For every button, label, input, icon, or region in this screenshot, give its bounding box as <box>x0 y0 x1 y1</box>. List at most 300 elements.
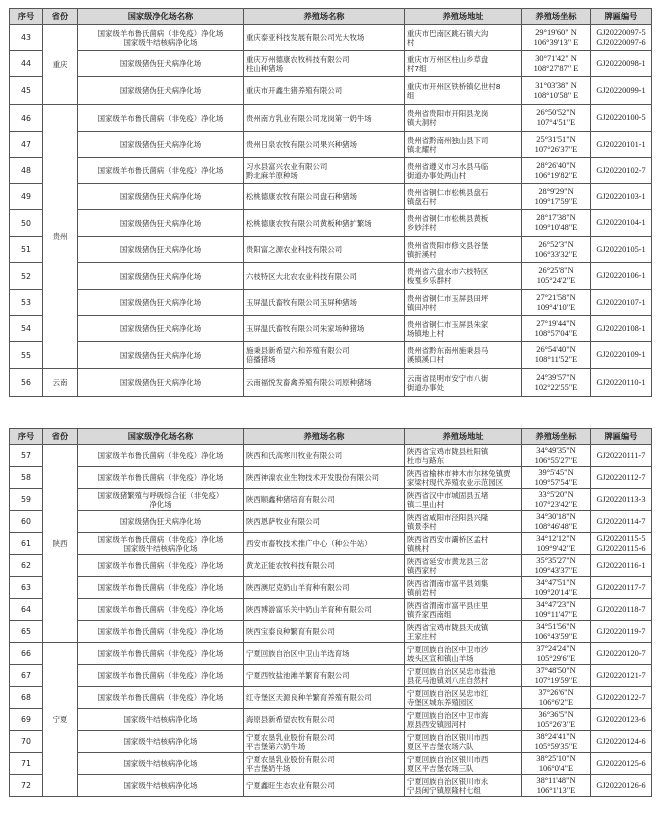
farm-coordinates-cell <box>522 51 591 77</box>
coordinate-line: 25°31'51"N <box>536 134 576 144</box>
farm-name-line: 柱山种猪场 <box>246 63 283 73</box>
row-number: 67 <box>10 665 43 687</box>
farm-name-cell <box>244 105 405 132</box>
station-name-cell <box>78 555 244 577</box>
station-name-cell <box>78 237 244 263</box>
farm-name-line: 陕西宝泰良种繁育有限公司 <box>246 627 335 636</box>
farm-address-line: 陕西省汉中市城固县五堵 <box>407 490 489 500</box>
farm-address-cell <box>405 467 522 489</box>
farm-name-cell <box>244 775 405 797</box>
farm-address-line: 组 <box>407 90 415 100</box>
farm-name-line: 宁夏农垦乳业股份有限公司 <box>246 732 335 742</box>
row-number: 58 <box>10 467 43 489</box>
table-row <box>10 533 652 555</box>
plaque-code-cell <box>591 511 652 533</box>
station-name-cell <box>78 158 244 184</box>
station-name-cell <box>78 709 244 731</box>
farm-name-cell <box>244 25 405 51</box>
farm-coordinates-cell <box>522 445 591 467</box>
farm-address-line: 贵州省铜仁市玉屏县田坪 <box>407 293 489 303</box>
farm-address-line: 坡头区宣和镇山羊场 <box>407 653 474 663</box>
table-row <box>10 753 652 775</box>
coordinate-line: 26°25'8"N <box>538 266 574 276</box>
plaque-code-cell <box>591 489 652 511</box>
coordinate-line: 28°9'29"N <box>538 186 574 196</box>
coordinate-line: 106°39'13" E <box>533 37 579 47</box>
farm-address-line: 村7组 <box>407 63 427 73</box>
coordinate-line: 106°1'13"E <box>536 785 576 795</box>
province-cell: 云南 <box>43 369 78 397</box>
station-name-line: 国家级猪伪狂犬病净化场 <box>119 324 202 333</box>
coordinate-line: 105°26'3"E <box>536 719 576 729</box>
coordinate-line: 31°03'38" N <box>535 80 577 90</box>
table-row <box>10 77 652 105</box>
plaque-code-line: GJ20220121-7 <box>596 670 646 680</box>
plaque-code-cell <box>591 555 652 577</box>
station-name-line: 国家级猪伪狂犬病净化场 <box>119 86 202 95</box>
coordinate-line: 106°6'2"E <box>538 697 574 707</box>
plaque-code-line: GJ20220117-7 <box>596 582 646 592</box>
farm-coordinates-cell <box>522 621 591 643</box>
coordinate-line: 107°26'37"E <box>534 144 578 154</box>
row-number: 52 <box>10 263 43 290</box>
row-number: 56 <box>10 369 43 397</box>
coordinate-line: 34°30'18"N <box>536 511 576 521</box>
table-row <box>10 687 652 709</box>
farm-name-cell <box>244 316 405 342</box>
farm-name-cell <box>244 445 405 467</box>
row-number: 70 <box>10 731 43 753</box>
station-name-line: 国家级羊布鲁氏菌病（非免疫）净化场 <box>97 671 224 680</box>
farm-name-line: 倍播猪场 <box>246 355 276 364</box>
plaque-code-line: GJ20220107-1 <box>596 297 646 307</box>
farm-name-line: 习水县富兴农业有限公司 <box>246 161 328 171</box>
station-name-cell <box>78 342 244 369</box>
plaque-code-line: GJ20220101-1 <box>596 139 646 149</box>
farm-address-line: 陕西省榆林市神木市尔林兔镇贾 <box>407 468 511 478</box>
farm-address-line: 陕西省咸阳市泾阳县兴隆 <box>407 512 489 522</box>
table-row <box>10 105 652 132</box>
row-number: 65 <box>10 621 43 643</box>
farm-address-cell <box>405 316 522 342</box>
coordinate-line: 26°52'3"N <box>538 239 574 249</box>
station-name-line: 国家级猪伪狂犬病净化场 <box>119 192 202 201</box>
farm-name-cell <box>244 158 405 184</box>
table-row <box>10 621 652 643</box>
farm-coordinates-cell <box>522 511 591 533</box>
coordinate-line: 37°24'24"N <box>536 643 576 653</box>
coordinate-line: 27°19'44"N <box>536 318 576 328</box>
row-number: 71 <box>10 753 43 775</box>
coordinate-line: 109°43'37"E <box>534 565 578 575</box>
coordinate-line: 27°21'58"N <box>536 292 576 302</box>
farm-name-line: 陕西神湶农业生物技术开发股份有限公司 <box>246 473 380 482</box>
farm-name-line: 云南福悦发畜禽养殖有限公司原种猪场 <box>246 378 372 387</box>
plaque-code-line: GJ20220112-7 <box>596 472 646 482</box>
farm-address-line: 王家庄村 <box>407 631 437 641</box>
farm-address-line: 镇折溪村 <box>407 249 437 259</box>
station-name-line: 国家级猪伪狂犬病净化场 <box>119 517 202 526</box>
plaque-code-line: GJ20220116-1 <box>596 560 646 570</box>
coordinate-line: 33°5'20"N <box>538 489 574 499</box>
farm-name-cell <box>244 263 405 290</box>
coordinate-line: 106°0'4"E <box>538 763 574 773</box>
farm-address-line: 县花马池镇刘八庄自然村 <box>407 675 489 685</box>
farm-address-line: 陕西省宝鸡市陇县杜阳镇 <box>407 446 489 456</box>
plaque-code-cell <box>591 290 652 316</box>
farm-name-cell <box>244 577 405 599</box>
farm-address-line: 梭戛乡乐群村 <box>407 276 452 285</box>
row-number: 46 <box>10 105 43 132</box>
farm-coordinates-cell <box>522 555 591 577</box>
station-name-cell <box>78 445 244 467</box>
station-name-cell <box>78 51 244 77</box>
plaque-code-line: GJ20220123-6 <box>596 714 646 724</box>
plaque-code-cell <box>591 105 652 132</box>
farm-address-line: 宁夏回族自治区吴忠市红 <box>407 688 489 698</box>
farm-coordinates-cell <box>522 369 591 397</box>
table-row <box>10 731 652 753</box>
farm-coordinates-cell <box>522 77 591 105</box>
farm-coordinates-cell <box>522 342 591 369</box>
coordinate-line: 105°59'35"E <box>534 741 578 751</box>
farm-address-line: 镇前岩村 <box>407 587 437 597</box>
header-farm-coordinates: 养殖场坐标 <box>522 429 591 445</box>
farm-address-cell <box>405 643 522 665</box>
row-number: 48 <box>10 158 43 184</box>
coordinate-line: 26°54'40"N <box>536 345 576 355</box>
station-name-line: 国家级羊布鲁氏菌病（非免疫）净化场 <box>97 473 224 482</box>
plaque-code-line: GJ20220114-7 <box>596 516 646 526</box>
farm-name-line: 平吉堡奶牛场 <box>246 763 291 773</box>
plaque-code-cell <box>591 533 652 555</box>
province-cell: 陕西 <box>43 445 78 643</box>
row-number: 66 <box>10 643 43 665</box>
coordinate-line: 109°11'47"E <box>534 609 578 619</box>
station-name-line: 国家级羊布鲁氏菌病（非免疫）净化场 <box>97 451 224 460</box>
table-row <box>10 25 652 51</box>
row-number: 62 <box>10 555 43 577</box>
table-row <box>10 316 652 342</box>
farm-coordinates-cell <box>522 643 591 665</box>
station-name-line: 国家级猪伪狂犬病净化场 <box>119 59 202 68</box>
farm-name-line: 宁夏回族自治区中卫山羊选育场 <box>246 649 350 658</box>
farm-address-line: 场镇地上村 <box>407 328 444 338</box>
station-name-line: 国家级牛结核病净化场 <box>123 781 198 790</box>
row-number: 54 <box>10 316 43 342</box>
farm-address-line: 宁县闽宁镇原隆村七组 <box>407 785 481 795</box>
station-name-line: 净化场 <box>149 499 172 509</box>
coordinate-line: 24°39'57"N <box>536 372 576 382</box>
farm-address-line: 陕西省宝鸡市陇县天成镇 <box>407 622 489 632</box>
coordinate-line: 106°19'82"E <box>534 170 578 180</box>
farm-name-line: 贵州日泉农牧有限公司果兴种猪场 <box>246 140 357 149</box>
plaque-code-line: GJ20220122-7 <box>596 692 646 702</box>
farm-address-cell <box>405 184 522 210</box>
coordinate-line: 105°24'2"E <box>536 276 576 285</box>
plaque-code-cell <box>591 775 652 797</box>
coordinate-line: 29°19'60" N <box>535 27 577 37</box>
coordinate-line: 106°33'32"E <box>534 249 578 259</box>
farm-address-line: 杜市与路东 <box>407 455 444 465</box>
station-name-cell <box>78 687 244 709</box>
row-number: 53 <box>10 290 43 316</box>
farm-address-line: 镇景李村 <box>407 521 437 531</box>
coordinate-line: 38°25'10"N <box>536 753 576 763</box>
row-number: 47 <box>10 132 43 158</box>
header-row <box>10 9 652 25</box>
farm-address-cell <box>405 599 522 621</box>
farm-address-cell <box>405 489 522 511</box>
farm-address-line: 陕西省延安市黄龙县三岔 <box>407 556 489 566</box>
farm-name-cell <box>244 369 405 397</box>
plaque-code-line: GJ20220097-6 <box>596 37 646 47</box>
header-province: 省份 <box>43 429 78 445</box>
coordinate-line: 37°48'50"N <box>536 665 576 675</box>
farm-address-cell <box>405 511 522 533</box>
farm-coordinates-cell <box>522 105 591 132</box>
farm-name-cell <box>244 555 405 577</box>
farm-name-line: 平吉堡第六奶牛场 <box>246 741 306 751</box>
station-name-line: 国家级猪伪狂犬病净化场 <box>119 271 202 281</box>
farm-address-cell <box>405 263 522 290</box>
header-index: 序号 <box>10 9 43 25</box>
farm-coordinates-cell <box>522 665 591 687</box>
farm-address-line: 宁夏回族自治区中卫市沙 <box>407 644 489 654</box>
station-name-cell <box>78 643 244 665</box>
row-number: 44 <box>10 51 43 77</box>
farm-address-line: 贵州省黔东南州施秉县马 <box>407 346 489 355</box>
plaque-code-line: GJ20220124-6 <box>596 736 646 746</box>
table-row <box>10 599 652 621</box>
plaque-code-line: GJ20220126-6 <box>596 780 646 790</box>
station-name-line: 国家级羊布鲁氏菌病（非免疫）净化场 <box>97 166 224 175</box>
plaque-code-line: GJ20220115-6 <box>596 543 646 553</box>
header-plaque-code: 牌匾编号 <box>591 9 652 25</box>
station-name-cell <box>78 467 244 489</box>
coordinate-line: 106°55'27"E <box>534 455 578 465</box>
station-name-cell <box>78 577 244 599</box>
farm-address-line: 镇二里山村 <box>407 499 444 509</box>
farm-name-line: 重庆泰亚科技发展有限公司光大牧场 <box>246 33 365 42</box>
table-row <box>10 237 652 263</box>
farm-name-line: 宁夏鑫旺生态农业有限公司 <box>246 781 335 790</box>
farm-name-line: 重庆市开鑫生猪养殖有限公司 <box>246 86 343 95</box>
station-name-cell <box>78 753 244 775</box>
station-name-line: 国家级猪伪狂犬病净化场 <box>119 245 202 254</box>
farm-name-cell <box>244 237 405 263</box>
station-name-cell <box>78 184 244 210</box>
farm-coordinates-cell <box>522 533 591 555</box>
station-name-line: 国家级羊布鲁氏菌病（非免疫）净化场 <box>97 693 224 702</box>
coordinate-line: 108°11'52"E <box>534 355 578 364</box>
station-name-cell <box>78 599 244 621</box>
station-name-line: 国家级猪伪狂犬病净化场 <box>119 140 202 149</box>
farm-name-cell <box>244 599 405 621</box>
farm-address-line: 贵州省贵阳市修文县谷堡 <box>407 240 489 250</box>
farm-coordinates-cell <box>522 25 591 51</box>
plaque-code-line: GJ20220102-7 <box>596 165 646 175</box>
farm-address-cell <box>405 369 522 397</box>
table-row <box>10 263 652 290</box>
station-name-cell <box>78 132 244 158</box>
farm-name-line: 松桃德康农牧有限公司黄板种猪扩繁场 <box>246 218 372 228</box>
coordinate-line: 38°11'48"N <box>536 775 576 785</box>
table-row <box>10 132 652 158</box>
plaque-code-cell <box>591 25 652 51</box>
coordinate-line: 34°47'51"N <box>536 577 576 587</box>
farm-address-line: 街道办事处 <box>407 382 444 392</box>
table-row <box>10 775 652 797</box>
farm-address-line: 重庆市巴南区跳石镇大沟 <box>407 28 489 38</box>
farm-address-cell <box>405 51 522 77</box>
plaque-code-cell <box>591 316 652 342</box>
farm-name-cell <box>244 709 405 731</box>
farm-name-line: 贵州南方乳业有限公司龙岗第一奶牛场 <box>246 113 372 123</box>
station-name-cell <box>78 25 244 51</box>
farm-name-cell <box>244 77 405 105</box>
coordinate-line: 34°51'56"N <box>536 621 576 631</box>
plaque-code-cell <box>591 709 652 731</box>
farm-name-line: 玉屏温氏畜牧有限公司朱家场种猪场 <box>246 324 365 333</box>
table-row <box>10 555 652 577</box>
station-name-cell <box>78 621 244 643</box>
coordinate-line: 30°71'42" N <box>535 53 577 63</box>
plaque-code-cell <box>591 577 652 599</box>
farm-name-line: 西安市畜牧技术推广中心（种公牛站） <box>246 539 372 548</box>
station-name-cell <box>78 77 244 105</box>
farm-address-line: 宁夏回族自治区银川市永 <box>407 776 489 786</box>
plaque-code-line: GJ20220108-1 <box>596 323 646 333</box>
plaque-code-line: GJ20220109-1 <box>596 350 646 360</box>
plaque-code-cell <box>591 51 652 77</box>
farm-name-cell <box>244 489 405 511</box>
coordinate-line: 108°57'04"E <box>534 328 578 338</box>
farm-address-line: 原县西安镇园河村 <box>407 719 467 729</box>
row-number: 69 <box>10 709 43 731</box>
farm-address-cell <box>405 77 522 105</box>
farm-name-line: 六枝特区大北农农业科技有限公司 <box>246 271 357 281</box>
station-name-line: 国家级羊布鲁氏菌病（非免疫）净化场 <box>97 28 224 38</box>
farm-name-cell <box>244 621 405 643</box>
plaque-code-cell <box>591 263 652 290</box>
header-farm-address: 养殖场地址 <box>405 9 522 25</box>
farm-name-line: 贵阳富之源农业科技有限公司 <box>246 245 343 254</box>
farm-address-line: 街道办事处两山村 <box>407 170 467 180</box>
farm-name-line: 重庆万州德康农牧科技有限公司 <box>246 54 350 64</box>
purification-table-part-1 <box>9 8 652 397</box>
farm-name-line: 宁夏西牧盐池滩羊繁育有限公司 <box>246 671 350 680</box>
row-number: 43 <box>10 25 43 51</box>
farm-address-line: 夏区平吉堡农场三队 <box>407 763 474 773</box>
farm-address-cell <box>405 577 522 599</box>
farm-address-line: 镇乔家西南组 <box>407 609 452 619</box>
farm-name-line: 陕西顺鑫种猪培育有限公司 <box>246 495 335 504</box>
farm-name-line: 红寺堡区天源良种羊繁育养殖有限公司 <box>246 693 372 702</box>
farm-address-line: 宁夏回族自治区吴忠市盐池 <box>407 666 496 676</box>
station-name-cell <box>78 210 244 237</box>
coordinate-line: 107°23'42"E <box>534 499 578 509</box>
station-name-cell <box>78 263 244 290</box>
plaque-code-line: GJ20220105-1 <box>596 244 646 254</box>
plaque-code-cell <box>591 753 652 775</box>
table-row <box>10 665 652 687</box>
farm-name-cell <box>244 687 405 709</box>
station-name-line: 国家级牛结核病净化场 <box>123 759 198 768</box>
farm-name-line: 松桃德康农牧有限公司盘石种猪场 <box>246 192 357 201</box>
farm-address-line: 乡妙泮村 <box>407 223 437 232</box>
station-name-line: 国家级猪伪狂犬病净化场 <box>119 218 202 228</box>
table-row <box>10 489 652 511</box>
table-row <box>10 577 652 599</box>
coordinate-line: 109°20'14"E <box>534 587 578 597</box>
farm-name-line: 陕西澳尼克奶山羊育种有限公司 <box>246 583 350 592</box>
coordinate-line: 109°4'10"E <box>536 302 576 312</box>
farm-address-cell <box>405 158 522 184</box>
plaque-code-cell <box>591 184 652 210</box>
row-number: 68 <box>10 687 43 709</box>
row-number: 45 <box>10 77 43 105</box>
farm-address-line: 宁夏回族自治区中卫市海 <box>407 710 489 720</box>
farm-name-line: 陕西和氏高寒川牧业有限公司 <box>246 451 343 460</box>
farm-coordinates-cell <box>522 775 591 797</box>
header-farm-name: 养殖场名称 <box>244 429 405 445</box>
coordinate-line: 107°4'51"E <box>536 118 576 127</box>
plaque-code-line: GJ20220097-5 <box>596 27 646 37</box>
plaque-code-line: GJ20220113-3 <box>596 494 646 504</box>
farm-name-line: 黄龙正能农牧科技有限公司 <box>246 561 335 570</box>
row-number: 63 <box>10 577 43 599</box>
coordinate-line: 109°57'54"E <box>534 477 578 487</box>
plaque-code-line: GJ20220120-7 <box>596 648 646 658</box>
plaque-code-cell <box>591 77 652 105</box>
plaque-code-cell <box>591 237 652 263</box>
table-row <box>10 369 652 397</box>
farm-coordinates-cell <box>522 709 591 731</box>
header-station-name: 国家级净化场名称 <box>78 9 244 25</box>
plaque-code-cell <box>591 467 652 489</box>
header-farm-address: 养殖场地址 <box>405 429 522 445</box>
table-row <box>10 210 652 237</box>
farm-address-line: 贵州省黔南州独山县下司 <box>407 135 489 145</box>
farm-address-line: 陕西省渭南市富平县庄里 <box>407 600 489 610</box>
station-name-line: 国家级羊布鲁氏菌病（非免疫）净化场 <box>97 583 224 592</box>
province-cell: 贵州 <box>43 105 78 369</box>
farm-coordinates-cell <box>522 577 591 599</box>
plaque-code-cell <box>591 445 652 467</box>
plaque-code-cell <box>591 369 652 397</box>
farm-address-cell <box>405 621 522 643</box>
station-name-cell <box>78 105 244 132</box>
farm-address-line: 宁夏回族自治区银川市西 <box>407 732 489 742</box>
farm-address-line: 贵州省铜仁市松桃县黄板 <box>407 214 489 223</box>
coordinate-line: 108°46'48"E <box>534 521 578 531</box>
farm-name-cell <box>244 132 405 158</box>
farm-coordinates-cell <box>522 467 591 489</box>
station-name-line: 国家级猪伪狂犬病净化场 <box>119 350 202 360</box>
station-name-cell <box>78 533 244 555</box>
coordinate-line: 28°26'40"N <box>536 160 576 170</box>
farm-coordinates-cell <box>522 237 591 263</box>
row-number: 60 <box>10 511 43 533</box>
coordinate-line: 106°43'59"E <box>534 631 578 641</box>
station-name-line: 国家级牛结核病净化场 <box>123 737 198 746</box>
plaque-code-line: GJ20220106-1 <box>596 271 646 281</box>
farm-name-cell <box>244 184 405 210</box>
plaque-code-line: GJ20220104-1 <box>596 218 646 228</box>
row-number: 55 <box>10 342 43 369</box>
farm-name-line: 施秉县新希望六和养殖有限公司 <box>246 346 350 355</box>
